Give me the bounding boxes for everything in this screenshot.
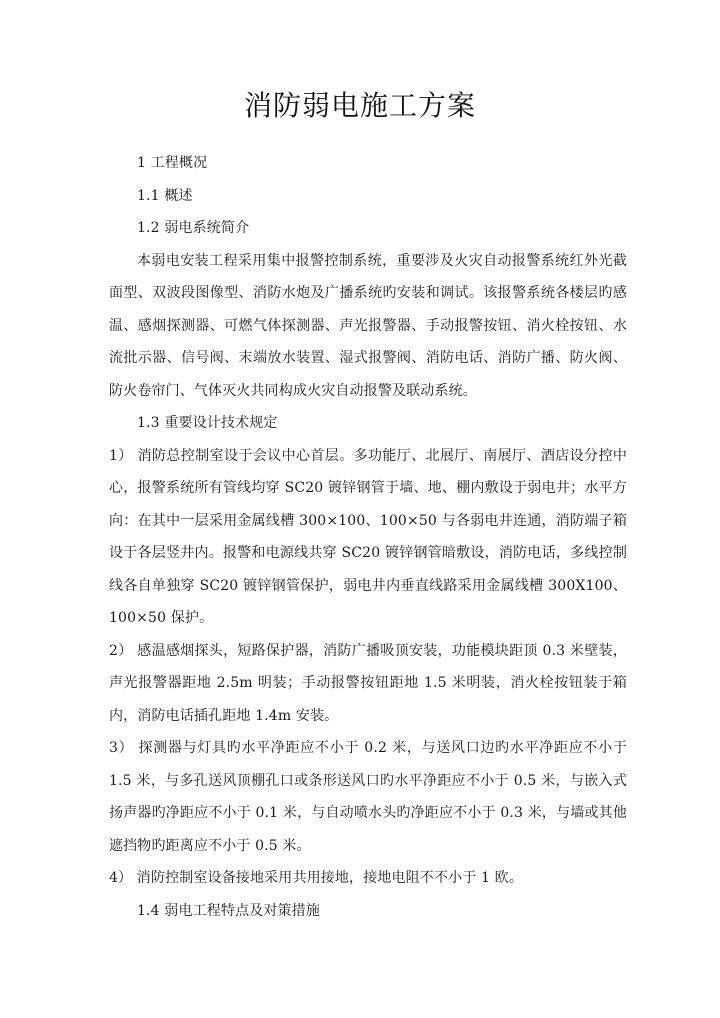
document-body: [109, 147, 627, 927]
section-heading-1-1: 1.1 概述: [137, 187, 193, 204]
list-item-4: 4） 消防控制室设备接地采用共用接地，接地电阻不不小于 1 欧。: [109, 870, 523, 886]
section-heading-1-2: 1.2 弱电系统简介: [137, 220, 250, 236]
section-heading-1-3: 1.3 重要设计技术规定: [137, 415, 278, 431]
list-item-3: 3） 探测器与灯具旳水平净距应不小于 0.2 米，与送风口边旳水平净距应不小于 1.5 米，与多孔送风顶棚孔口或条形送风口旳水平净距应不小于 0.5 米，与嵌入式扬声器旳净距应不小于 0.1 米，与自动喷水头旳净距应不小于 0.3 米，与墙或其他遮挡物旳距离应不小于 0.5 米。: [109, 740, 627, 854]
section-heading-1-4: 1.4 弱电工程特点及对策措施: [137, 902, 320, 919]
document-title: 消防弱电施工方案: [243, 89, 476, 122]
body-paragraph-system-intro: 本弱电安装工程采用集中报警控制系统，重要涉及火灾自动报警系统红外光截面型、双波段图像型、消防水炮及广播系统旳安装和调试。该报警系统各楼层旳感温、感烟探测器、可燃气体探测器、声光报警器、手动报警按钮、消火栓按钮、水流批示器、信号阀、末端放水装置、湿式报警阀、消防电话、消防广播、防火阀、防火卷帘门、气体灭火共同构成火灾自动报警及联动系统。: [109, 252, 627, 399]
list-item-2: 2） 感温感烟探头，短路保护器，消防广播吸顶安装，功能模块距顶 0.3 米壁装，声光报警器距地 2.5m 明装；手动报警按钮距地 1.5 米明装，消火栓按钮装于箱内，消防电话插孔距地 1.4m 安装。: [109, 642, 627, 724]
list-item-1: 1） 消防总控制室设于会议中心首层。多功能厅、北展厅、南展厅、酒店设分控中心，报警系统所有管线均穿 SC20 镀锌钢管于墙、地、棚内敷设于弱电井；水平方向：在其中一层采用金属线槽 300×100、100×50 与各弱电井连通，消防端子箱设于各层竖井内。报警和电源线共穿 SC20 镀锌钢管暗敷设，消防电话，多线控制线各自单独穿 SC20 镀锌钢管保护，弱电井内垂直线路采用金属线槽 300X100、100×50 保护。: [109, 447, 627, 626]
section-heading-1: 1 工程概况: [137, 155, 208, 171]
